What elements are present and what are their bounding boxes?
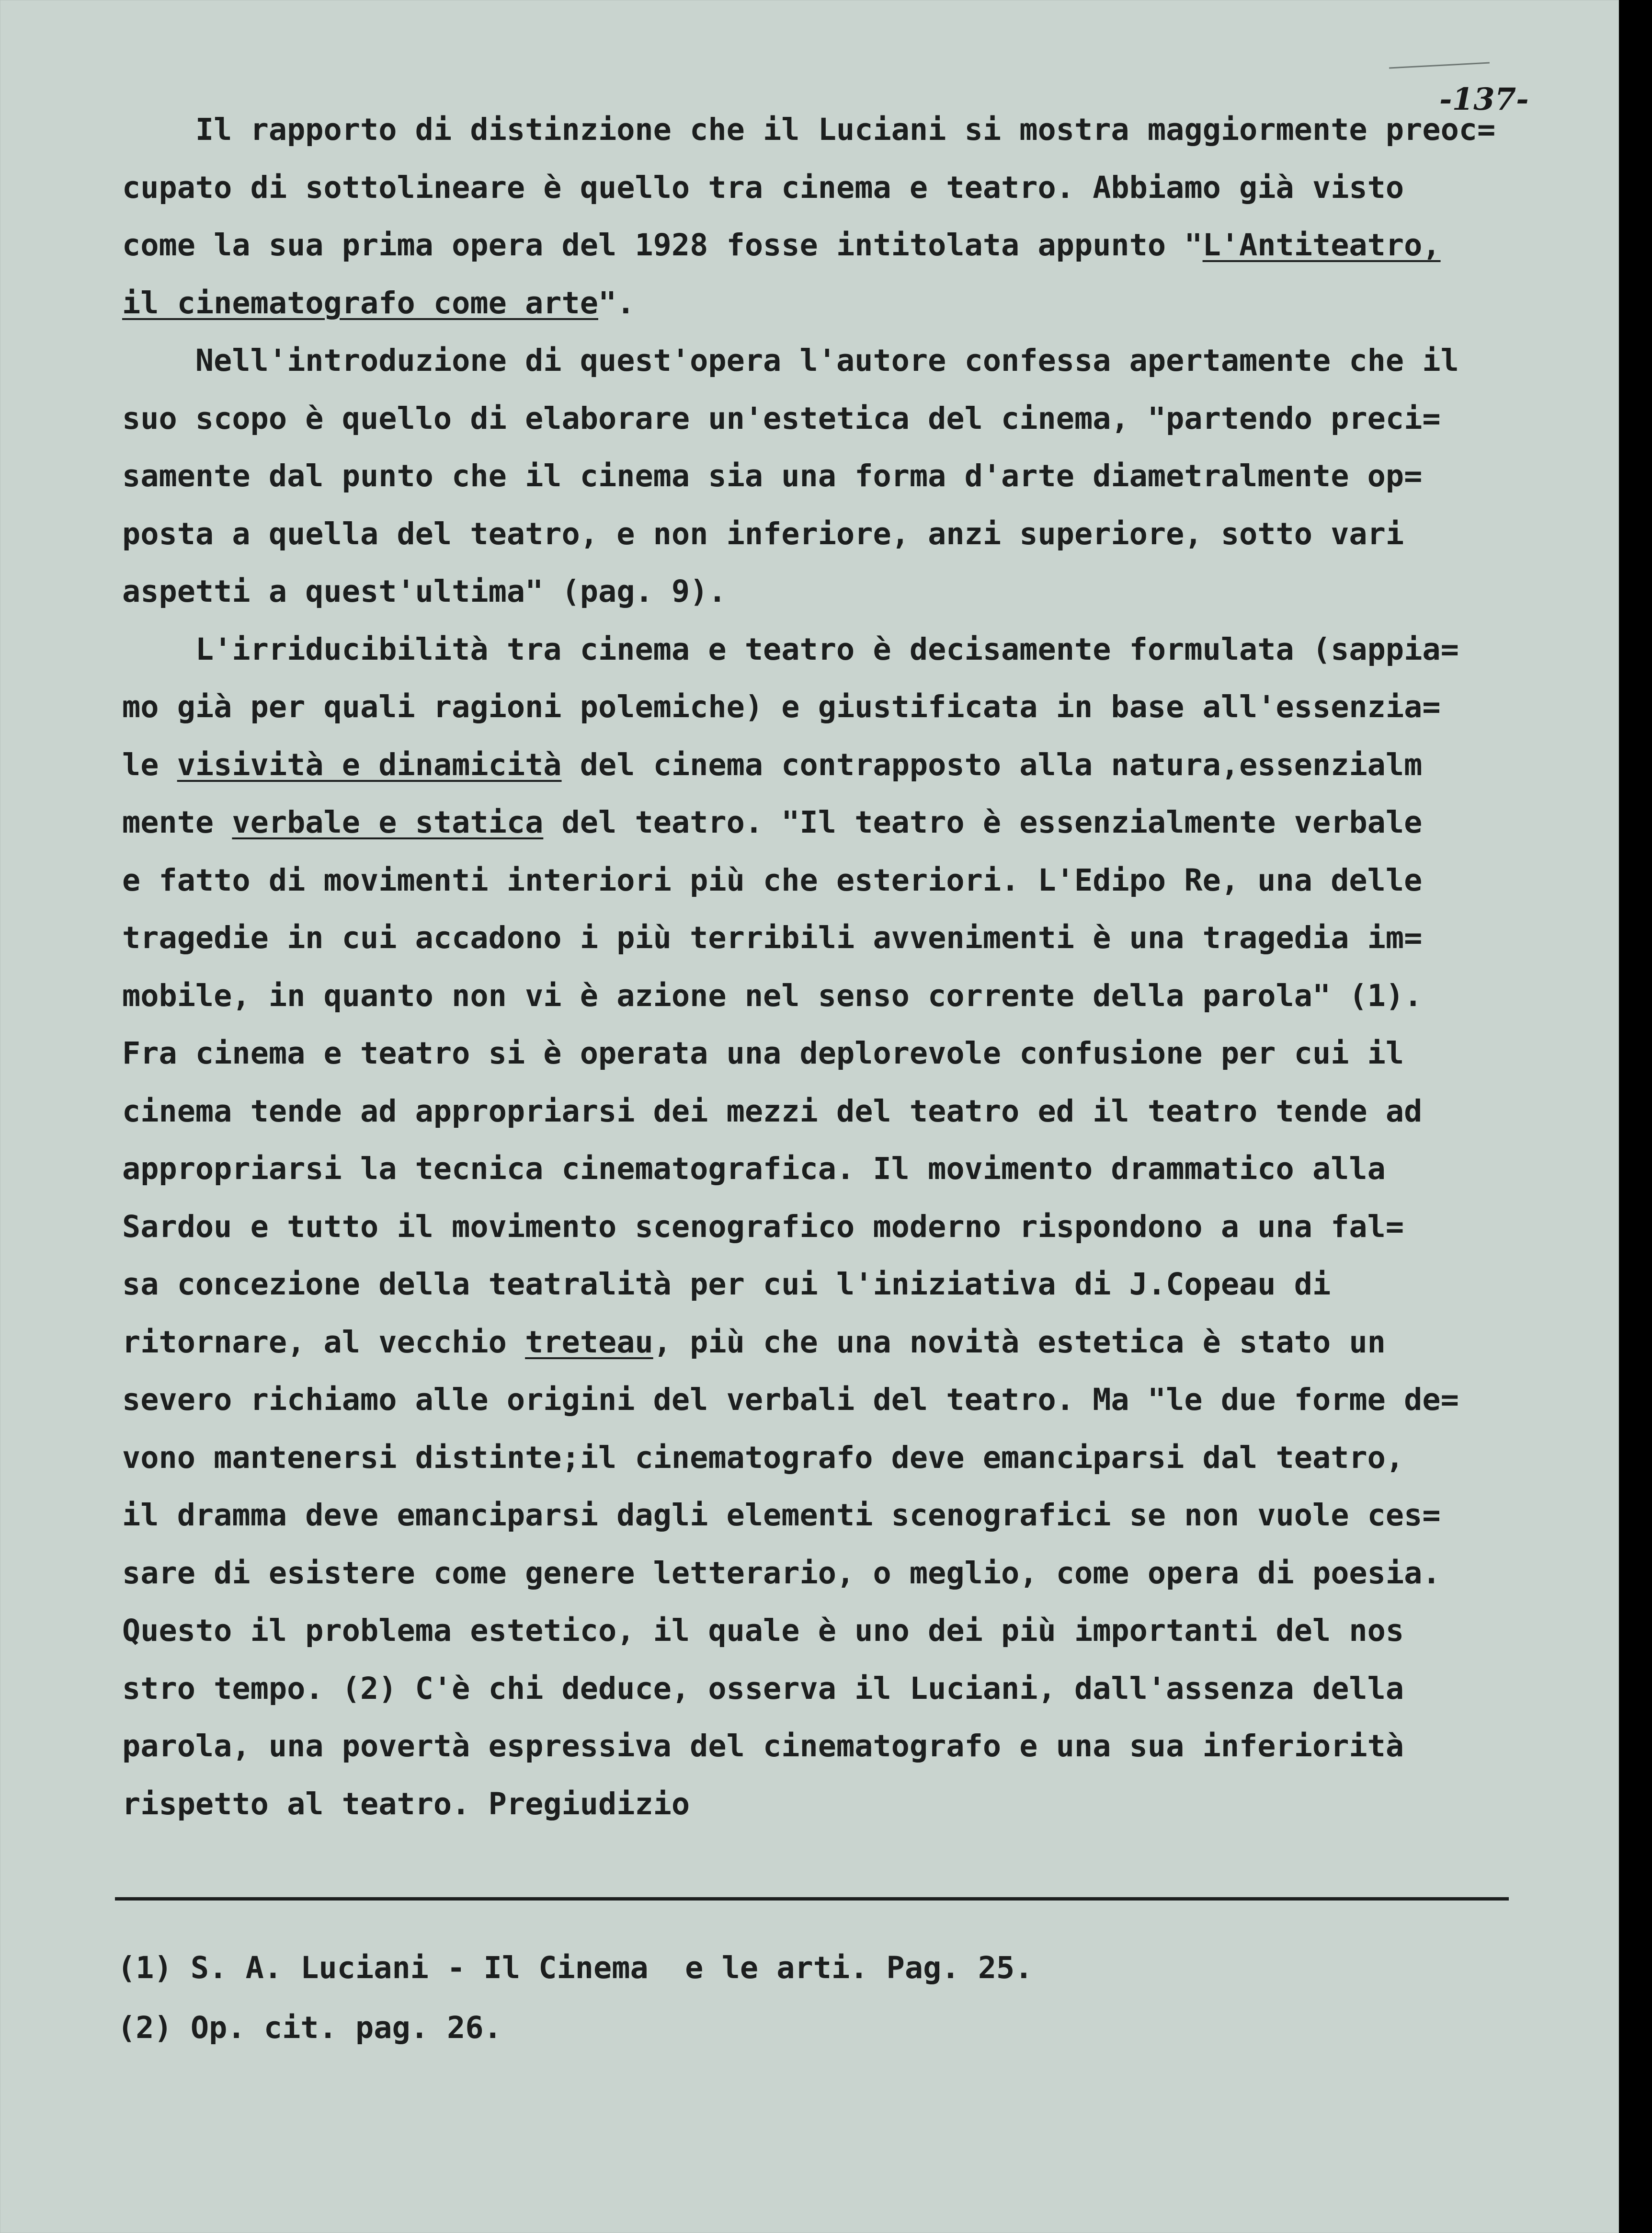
underlined-text: verbale e statica	[232, 804, 544, 840]
text-segment: e fatto di movimenti interiori più che esteriori. L'Edipo Re, una delle	[122, 862, 1423, 898]
text-line	[122, 1082, 1559, 1140]
text-segment: severo richiamo alle origini del verbali del teatro. Ma "le due forme de=	[122, 1382, 1459, 1417]
text-segment: ritornare, al vecchio	[122, 1324, 525, 1360]
text-segment: , più che una novità estetica è stato un	[653, 1324, 1386, 1360]
text-segment: sare di esistere come genere letterario, o meglio, come opera di poesia.	[122, 1555, 1441, 1591]
text-line	[122, 274, 1559, 332]
pencil-mark	[1389, 62, 1490, 69]
text-line	[122, 562, 1559, 620]
text-line	[122, 1717, 1559, 1775]
text-segment: del teatro. "Il teatro è essenzialmente verbale	[543, 804, 1423, 840]
text-segment: Questo il problema estetico, il quale è uno dei più importanti del nos	[122, 1613, 1404, 1648]
text-segment: come la sua prima opera del 1928 fosse intitolata appunto "	[122, 227, 1203, 263]
text-line	[122, 678, 1559, 736]
scan-border	[1619, 0, 1652, 2233]
text-segment: L'irriducibilità tra cinema e teatro è decisamente formulata (sappia=	[122, 631, 1459, 667]
text-segment: tragedie in cui accadono i più terribili avvenimenti è una tragedia im=	[122, 920, 1423, 955]
text-segment: suo scopo è quello di elaborare un'estetica del cinema, "partendo preci=	[122, 400, 1441, 436]
text-segment: Nell'introduzione di quest'opera l'autore confessa apertamente che il	[122, 343, 1459, 378]
footnote: (2) Op. cit. pag. 26.	[117, 2010, 502, 2045]
text-segment: il dramma deve emanciparsi dagli elementi scenografici se non vuole ces=	[122, 1497, 1441, 1533]
text-line	[122, 332, 1559, 389]
text-segment: stro tempo. (2) C'è chi deduce, osserva il Luciani, dall'assenza della	[122, 1670, 1404, 1706]
footnote: (1) S. A. Luciani - Il Cinema e le arti. Pag. 25.	[117, 1950, 1033, 1985]
text-segment: ".	[598, 285, 635, 321]
underlined-text: L'Antiteatro,	[1202, 227, 1441, 263]
text-segment: vono mantenersi distinte;il cinematografo deve emanciparsi dal teatro,	[122, 1439, 1404, 1475]
text-line	[122, 1140, 1559, 1198]
footnotes	[117, 1938, 1458, 2058]
text-segment: parola, una povertà espressiva del cinematografo e una sua inferiorità	[122, 1728, 1404, 1763]
footnote-separator	[115, 1897, 1509, 1901]
text-segment: Fra cinema e teatro si è operata una deplorevole confusione per cui il	[122, 1035, 1404, 1071]
text-segment: samente dal punto che il cinema sia una forma d'arte diametralmente op=	[122, 458, 1423, 493]
text-line	[122, 1602, 1559, 1660]
text-segment: cinema tende ad appropriarsi dei mezzi del teatro ed il teatro tende ad	[122, 1093, 1423, 1129]
underlined-text: treteau	[525, 1324, 653, 1360]
text-line	[122, 1429, 1559, 1487]
text-segment: aspetti a quest'ultima" (pag. 9).	[122, 573, 727, 609]
text-line	[122, 1371, 1559, 1429]
text-segment: mo già per quali ragioni polemiche) e giustificata in base all'essenzia=	[122, 689, 1441, 724]
text-line	[122, 736, 1559, 794]
text-segment: Il rapporto di distinzione che il Luciani si mostra maggiormente preoc=	[122, 112, 1496, 147]
text-line	[122, 1198, 1559, 1256]
text-segment: del cinema contrapposto alla natura,essenzialm	[561, 746, 1423, 782]
text-line	[122, 1544, 1559, 1602]
text-segment: rispetto al teatro. Pregiudizio	[122, 1786, 690, 1821]
text-segment: posta a quella del teatro, e non inferiore, anzi superiore, sotto vari	[122, 515, 1404, 551]
text-line	[122, 1660, 1559, 1718]
text-segment: sa concezione della teatralità per cui l'iniziativa di J.Copeau di	[122, 1266, 1331, 1302]
text-line	[122, 101, 1559, 159]
text-line	[122, 447, 1559, 505]
text-line	[122, 1486, 1559, 1544]
underlined-text: il cinematografo come arte	[122, 285, 598, 321]
text-line	[122, 620, 1559, 678]
text-line	[122, 967, 1559, 1025]
text-line	[122, 793, 1559, 851]
text-line	[122, 1775, 1559, 1833]
text-line	[122, 909, 1559, 967]
page-number: -137-	[1439, 81, 1529, 117]
text-line	[122, 159, 1559, 217]
text-line	[122, 1024, 1559, 1082]
text-line	[122, 851, 1559, 909]
text-segment: mente	[122, 804, 232, 840]
body-text	[122, 101, 1559, 1832]
text-line	[122, 389, 1559, 447]
underlined-text: visività e dinamicità	[177, 746, 562, 782]
text-segment: mobile, in quanto non vi è azione nel senso corrente della parola" (1).	[122, 977, 1423, 1013]
text-line	[122, 1255, 1559, 1313]
text-line	[122, 505, 1559, 563]
text-line	[122, 216, 1559, 274]
text-line	[122, 1313, 1559, 1371]
text-segment: Sardou e tutto il movimento scenografico moderno rispondono a una fal=	[122, 1208, 1404, 1244]
text-segment: appropriarsi la tecnica cinematografica. Il movimento drammatico alla	[122, 1151, 1386, 1186]
text-segment: le	[122, 746, 177, 782]
text-segment: cupato di sottolineare è quello tra cinema e teatro. Abbiamo già visto	[122, 169, 1404, 205]
